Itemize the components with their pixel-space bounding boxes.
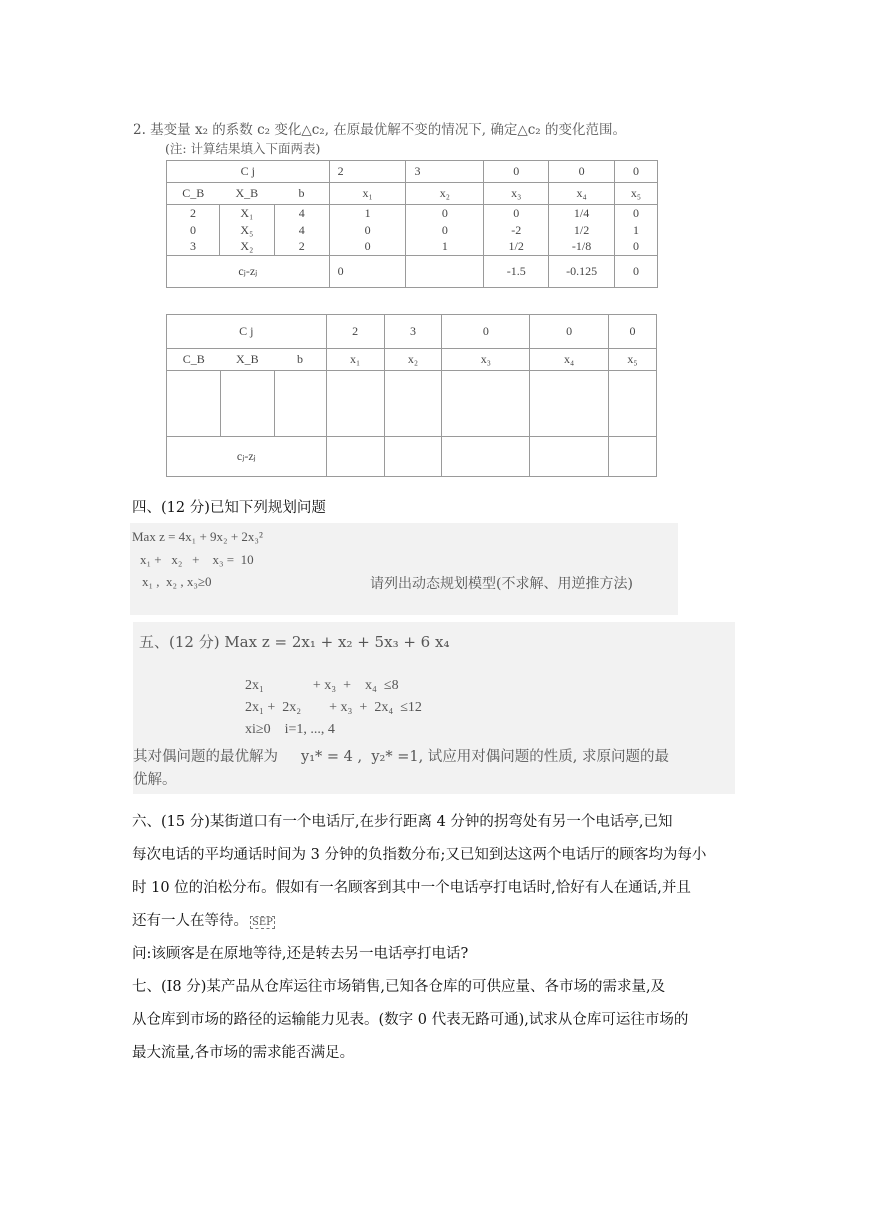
cj-label: C j [167, 315, 327, 349]
simplex-table-2 [166, 314, 657, 477]
cell: 2 [167, 205, 220, 222]
cz-value: -0.125 [549, 256, 615, 288]
var-header: x₁ [329, 183, 406, 205]
q5-constraint-2: 2x₁ + 2x₂ + x₃ + 2x₄ ≤12 [245, 700, 422, 715]
blank-cell [326, 437, 384, 477]
blank-cell [326, 371, 384, 437]
cj-value: 0 [530, 315, 609, 349]
xb-header: X_B [220, 349, 274, 371]
var-header: x₂ [406, 183, 484, 205]
cj-value: 0 [615, 161, 658, 183]
q5-dual-line-2: 优解。 [133, 772, 177, 788]
var-header: x₅ [609, 349, 657, 371]
cz-row [167, 256, 658, 288]
cell: 4 [274, 205, 329, 222]
cz-label: cⱼ-zⱼ [167, 437, 327, 477]
b-header: b [274, 349, 326, 371]
cell: 1 [406, 239, 484, 256]
cell: 0 [329, 222, 406, 239]
cell: X₅ [219, 222, 274, 239]
question-6-question: 问:该顾客是在原地等待,还是转去另一电话亭打电话? [132, 946, 469, 962]
cj-row [167, 315, 657, 349]
simplex-table-1 [166, 160, 658, 288]
question-7-line-2: 从仓库到市场的路径的运输能力见表。(数字 0 代表无路可通),试求从仓库可运往市场的 [132, 1012, 689, 1028]
question-7-line-1: 七、(I8 分)某产品从仓库运往市场销售,已知各仓库的可供应量、各市场的需求量,及 [132, 979, 666, 995]
blank-cell [609, 371, 657, 437]
question-4-heading: 四、(12 分)已知下列规划问题 [132, 500, 326, 516]
blank-cell [442, 437, 530, 477]
question-6-line-2: 每次电话的平均通话时间为 3 分钟的负指数分布;又已知到达这两个电话厅的顾客均为每小 [132, 847, 707, 863]
blank-cell [442, 371, 530, 437]
cj-value: 0 [609, 315, 657, 349]
q4-instruction: 请列出动态规划模型(不求解、用逆推方法) [370, 576, 633, 592]
cell: 1 [329, 205, 406, 222]
cell: -2 [484, 222, 549, 239]
blank-cell [530, 371, 609, 437]
cell: 2 [274, 239, 329, 256]
header-row [167, 349, 657, 371]
cell: X₂ [219, 239, 274, 256]
var-header: x₃ [442, 349, 530, 371]
cj-value: 3 [406, 161, 484, 183]
table-row [167, 239, 658, 256]
sep-mark-icon: SEP [252, 917, 273, 928]
q6-line-4-text: 还有一人在等待。 [132, 913, 248, 929]
cz-value: 0 [615, 256, 658, 288]
cj-label: C j [167, 161, 330, 183]
blank-row [167, 371, 657, 437]
question-4-scan [130, 523, 678, 615]
cell: 0 [484, 205, 549, 222]
cell: X₁ [219, 205, 274, 222]
cell: 0 [167, 222, 220, 239]
blank-cell [384, 437, 442, 477]
q5-constraint-1: 2x₁ + x₃ + x₄ ≤8 [245, 678, 399, 693]
cb-header: C_B [167, 183, 220, 205]
blank-cell [167, 371, 221, 437]
question-2-text: 2. 基变量 x₂ 的系数 c₂ 变化△c₂, 在原最优解不变的情况下, 确定△c₂ 的变化范围。 [133, 122, 626, 138]
var-header: x₁ [326, 349, 384, 371]
cell: 1/2 [484, 239, 549, 256]
xb-header: X_B [219, 183, 274, 205]
cell: 0 [615, 239, 658, 256]
cell: 0 [406, 205, 484, 222]
cell: 1/4 [549, 205, 615, 222]
table-row [167, 222, 658, 239]
cell: 4 [274, 222, 329, 239]
question-2-note: (注: 计算结果填入下面两表) [165, 141, 321, 156]
q4-objective: Max z = 4x₁ + 9x₂ + 2x₃² [132, 529, 263, 544]
q5-heading: 五、(12 分) Max z = 2x₁ + x₂ + 5x₃ + 6 x₄ [139, 633, 450, 651]
blank-cell [530, 437, 609, 477]
cz-row [167, 437, 657, 477]
cj-value: 0 [484, 161, 549, 183]
cell: -1/8 [549, 239, 615, 256]
cell: 0 [329, 239, 406, 256]
cb-header: C_B [167, 349, 221, 371]
cj-value: 0 [442, 315, 530, 349]
var-header: x₅ [615, 183, 658, 205]
question-6-line-3: 时 10 位的泊松分布。假如有一名顾客到其中一个电话亭打电话时,恰好有人在通话,并且 [132, 880, 691, 896]
question-6-line-1: 六、(15 分)某街道口有一个电话厅,在步行距离 4 分钟的拐弯处有另一个电话亭,已知 [132, 814, 673, 830]
table-row [167, 205, 658, 222]
cj-value: 3 [384, 315, 442, 349]
question-5-scan [133, 622, 735, 794]
header-row [167, 183, 658, 205]
var-header: x₃ [484, 183, 549, 205]
var-header: x₂ [384, 349, 442, 371]
cell: 1 [615, 222, 658, 239]
q4-constraint-1: x₁ + x₂ + x₃ = 10 [140, 552, 254, 567]
q5-constraint-3: xi≥0 i=1, ..., 4 [245, 722, 335, 737]
cell: 0 [406, 222, 484, 239]
cz-value: -1.5 [484, 256, 549, 288]
b-header: b [274, 183, 329, 205]
blank-cell [220, 371, 274, 437]
blank-cell [384, 371, 442, 437]
cj-row [167, 161, 658, 183]
var-header: x₄ [530, 349, 609, 371]
cell: 0 [615, 205, 658, 222]
cz-label: cⱼ-zⱼ [167, 256, 330, 288]
blank-cell [274, 371, 326, 437]
question-6-line-4 [132, 912, 275, 932]
cj-value: 2 [326, 315, 384, 349]
blank-cell [609, 437, 657, 477]
q5-dual-line-1: 其对偶问题的最优解为 y₁* = 4 , y₂* =1, 试应用对偶问题的性质, 求原问题的最 [133, 749, 670, 765]
q4-constraint-2: x₁ , x₂ , x₃≥0 [142, 574, 212, 589]
cz-value [406, 256, 484, 288]
cj-value: 0 [549, 161, 615, 183]
cj-value: 2 [329, 161, 406, 183]
cz-value: 0 [329, 256, 406, 288]
cell: 3 [167, 239, 220, 256]
var-header: x₄ [549, 183, 615, 205]
cell: 1/2 [549, 222, 615, 239]
question-7-line-3: 最大流量,各市场的需求能否满足。 [132, 1045, 355, 1061]
